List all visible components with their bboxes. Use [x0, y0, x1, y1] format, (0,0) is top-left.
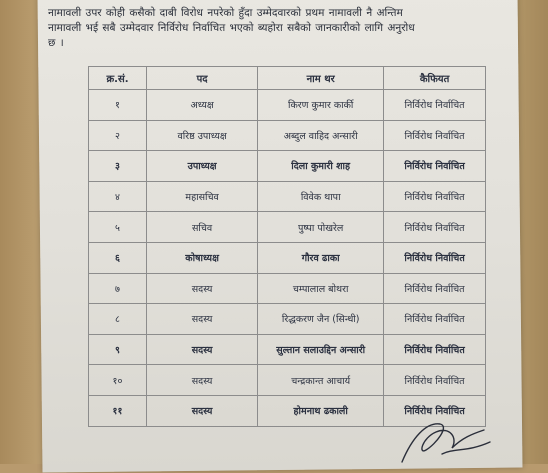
header-name: नाम थर: [258, 67, 384, 90]
candidate-table: [88, 66, 486, 427]
header-post: पद: [146, 67, 257, 90]
cell-remark: निर्विरोध निर्वाचित: [384, 395, 486, 426]
cell-remark: निर्विरोध निर्वाचित: [384, 242, 486, 273]
cell-name: चम्पालाल बोथरा: [258, 273, 384, 304]
cell-post: सदस्य: [146, 365, 257, 396]
cell-name: विवेक थापा: [258, 181, 384, 212]
cell-name: सुल्तान सलाउद्दिन अन्सारी: [258, 334, 384, 365]
table-row: [89, 304, 486, 335]
cell-name: किरण कुमार कार्की: [258, 90, 384, 121]
cell-name: अब्दुल वाहिद अन्सारी: [258, 120, 384, 151]
cell-remark: निर्विरोध निर्वाचित: [384, 334, 486, 365]
cell-name: रिद्धकरण जैन (सिन्धी): [258, 304, 384, 335]
header-serial: क्र.सं.: [89, 67, 147, 90]
notice-intro: [48, 6, 468, 51]
intro-line: नामावली उपर कोही कसैको दाबी विरोध नपरेको हुँदा उम्मेदवारको प्रथम नामावली नै अन्तिम: [48, 7, 403, 19]
cell-name: चन्द्रकान्त आचार्य: [258, 365, 384, 396]
cell-post: सदस्य: [146, 395, 257, 426]
cell-serial: ९: [89, 334, 147, 365]
cell-serial: ४: [89, 181, 147, 212]
cell-serial: २: [89, 120, 147, 151]
cell-serial: ८: [89, 304, 147, 335]
cell-remark: निर्विरोध निर्वाचित: [384, 273, 486, 304]
cell-serial: ५: [89, 212, 147, 243]
cell-remark: निर्विरोध निर्वाचित: [384, 212, 486, 243]
cell-serial: १०: [89, 365, 147, 396]
signature-scribble: [392, 408, 502, 464]
table-row: [89, 365, 486, 396]
cell-name: होमनाथ ढकाली: [258, 395, 384, 426]
table-row: [89, 334, 486, 365]
cell-remark: निर्विरोध निर्वाचित: [384, 90, 486, 121]
cell-post: सदस्य: [146, 304, 257, 335]
cell-post: वरिष्ठ उपाध्यक्ष: [146, 120, 257, 151]
cell-remark: निर्विरोध निर्वाचित: [384, 181, 486, 212]
cell-remark: निर्विरोध निर्वाचित: [384, 304, 486, 335]
cell-remark: निर्विरोध निर्वाचित: [384, 365, 486, 396]
cell-serial: ११: [89, 395, 147, 426]
cell-post: महासचिव: [146, 181, 257, 212]
table-row: [89, 120, 486, 151]
cell-post: सदस्य: [146, 273, 257, 304]
cell-serial: ६: [89, 242, 147, 273]
table-row: [89, 242, 486, 273]
table-row: [89, 151, 486, 182]
cell-post: अध्यक्ष: [146, 90, 257, 121]
cell-post: कोषाध्यक्ष: [146, 242, 257, 273]
cell-serial: १: [89, 90, 147, 121]
cell-remark: निर्विरोध निर्वाचित: [384, 120, 486, 151]
cell-serial: ७: [89, 273, 147, 304]
cell-post: उपाध्यक्ष: [146, 151, 257, 182]
cell-name: गौरव ढाका: [258, 242, 384, 273]
cell-name: दिला कुमारी शाह: [258, 151, 384, 182]
table-row: [89, 273, 486, 304]
cell-name: पुष्पा पोखरेल: [258, 212, 384, 243]
table-row: [89, 212, 486, 243]
cell-remark: निर्विरोध निर्वाचित: [384, 151, 486, 182]
cell-post: सदस्य: [146, 334, 257, 365]
intro-line: छ ।: [48, 37, 64, 49]
table-row: [89, 181, 486, 212]
header-remark: कैफियत: [384, 67, 486, 90]
cell-post: सचिव: [146, 212, 257, 243]
table-header-row: [89, 67, 486, 90]
cell-serial: ३: [89, 151, 147, 182]
table-row: [89, 90, 486, 121]
intro-line: नामावली भई सबै उम्मेदवार निर्विरोध निर्वाचित भएको ब्यहोरा सबैको जानकारीको लागि अनुरोध: [48, 22, 415, 34]
